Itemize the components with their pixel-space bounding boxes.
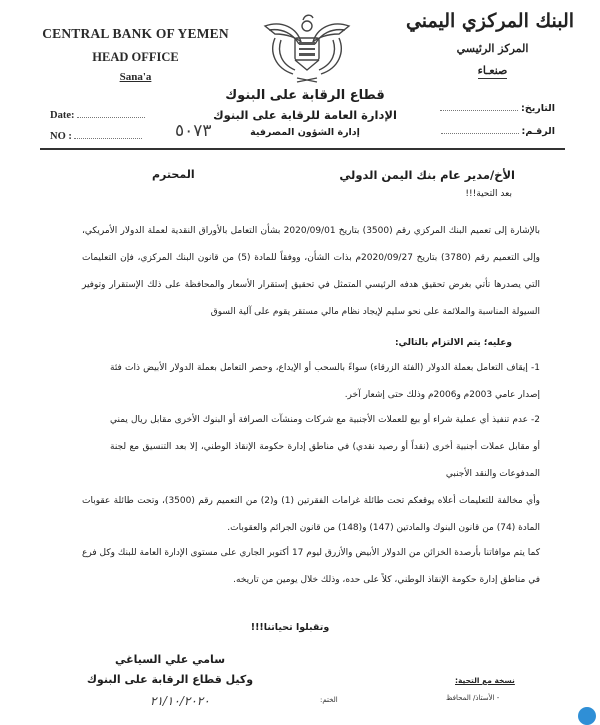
arabic-city bbox=[440, 64, 545, 77]
arabic-date-dotted-line bbox=[440, 110, 518, 111]
seal-label: الختم: bbox=[320, 696, 338, 704]
arabic-number-dotted-line bbox=[441, 133, 519, 134]
department-title: إدارة الشؤون المصرفية bbox=[250, 127, 360, 138]
copy-to-item: - الأستاذ/ المحافظ bbox=[446, 694, 500, 702]
paragraph-penalties: وأي مخالفة للتعليمات أعلاه يوقعكم تحت طائلة غرامات الفقرتين (1) و(2) من التعميم رقم (3500)، وتحت طائلة عقوبات المادة (74) من قانون البنوك والمادتين (147) و(148) من قانون الجرائم والعقوبات. bbox=[82, 496, 540, 533]
general-administration-title: الإدارة العامة للرقابة على البنوك bbox=[213, 108, 397, 122]
header-divider bbox=[40, 148, 565, 150]
overlay-circle-icon bbox=[578, 707, 596, 725]
signatory-title: وكيل قطاع الرقابة على البنوك bbox=[86, 673, 254, 686]
yemen-eagle-emblem-icon bbox=[257, 8, 357, 86]
arabic-date-field bbox=[440, 103, 555, 114]
english-office-name: HEAD OFFICE bbox=[92, 50, 179, 64]
instructions-intro: وعليه؛ يتم الالتزام بالتالي: bbox=[394, 338, 512, 348]
instruction-item-1: 1- إيقاف التعامل بعملة الدولار (الفئة الزرقاء) سواءً بالسحب أو الإيداع، وحصر التعامل بعملة الدولار الأبيض ذات فئة إصدار عامي 2003م و2006م وذلك حتى إشعار آخر. bbox=[110, 363, 540, 400]
english-number-label: NO : bbox=[50, 131, 72, 142]
closing-remark: وتقبلوا تحياتنا!!! bbox=[250, 622, 330, 633]
sector-title: قطاع الرقابة على البنوك bbox=[225, 88, 385, 103]
handwritten-signature-date: ٢١/١٠/٢٠٢٠ bbox=[150, 694, 210, 708]
english-institution-name: CENTRAL BANK OF YEMEN bbox=[42, 26, 229, 41]
handwritten-reference-number: ٥٠٧٣ bbox=[175, 121, 212, 141]
english-city-text: Sana'a bbox=[119, 71, 152, 83]
arabic-city-text: صنعـاء bbox=[477, 64, 508, 77]
arabic-institution-name: البنك المركزي اليمني bbox=[405, 10, 575, 32]
arabic-number-field bbox=[441, 126, 555, 137]
date-dotted-line bbox=[77, 117, 145, 118]
paragraph-reference: بالإشارة إلى تعميم البنك المركزي رقم (3500) بتاريخ 2020/09/01 بشأن التعامل بالأوراق النقدية لعملة الدولار الأمريكي، وإلى التعميم رقم (3780) بتاريخ 2020/09/27م بذات الشأن، ووفقاً للمادة (5) من قانون البنك المركزي، فإن التعليمات التي يصدرها تأتي بغرض تحقيق هدفه الرئيسي المتمثل في تحقيق إستقرار الأسعار والمحافظة على ذلك الإستقرار وتوفير السيولة المناسبة والملائمة على نحو سليم لإيجاد نظام مالي مستقر يقوم على آلية السوق bbox=[82, 226, 541, 317]
english-city bbox=[38, 71, 233, 83]
addressee: الأخ/مدير عام بنك اليمن الدولي bbox=[339, 168, 515, 182]
greeting: بعد التحية!!! bbox=[465, 189, 512, 199]
paragraph-balances-request: كما يتم موافاتنا بأرصدة الخزائن من الدولار الأبيض والأزرق ليوم 17 أكتوبر الجاري على مستوى الإدارة العامة للبنك وكل فرع في مناطق إدارة حكومة الإنقاذ الوطني، كلاً على حده، وذلك خلال يومين من تاريخه. bbox=[82, 548, 540, 585]
arabic-number-label: الرقـم: bbox=[521, 126, 555, 137]
english-date-field bbox=[50, 110, 145, 121]
arabic-date-label: التاريخ: bbox=[521, 103, 555, 114]
instruction-item-2: 2- عدم تنفيذ أي عملية شراء أو بيع للعملات الأجنبية مع شركات ومنشآت الصرافة أو البنوك الأخرى مقابل ريال يمني أو مقابل عملات أجنبية أخرى (نقداً أو رصيد نقدي) في مناطق إدارة حكومة الإنقاذ الوطني، إلا بعد التنسيق مع لجنة المدفوعات والنقد الأجنبي bbox=[110, 415, 540, 479]
number-dotted-line bbox=[74, 138, 142, 139]
honorific: المحترم bbox=[152, 168, 195, 181]
english-number-field bbox=[50, 131, 142, 142]
arabic-office-name: المركز الرئيسي bbox=[456, 42, 529, 55]
signatory-name: سامي علي السياغي bbox=[114, 653, 226, 666]
copy-to-label: نسخة مع التحية: bbox=[455, 676, 515, 685]
english-date-label: Date: bbox=[50, 110, 75, 121]
